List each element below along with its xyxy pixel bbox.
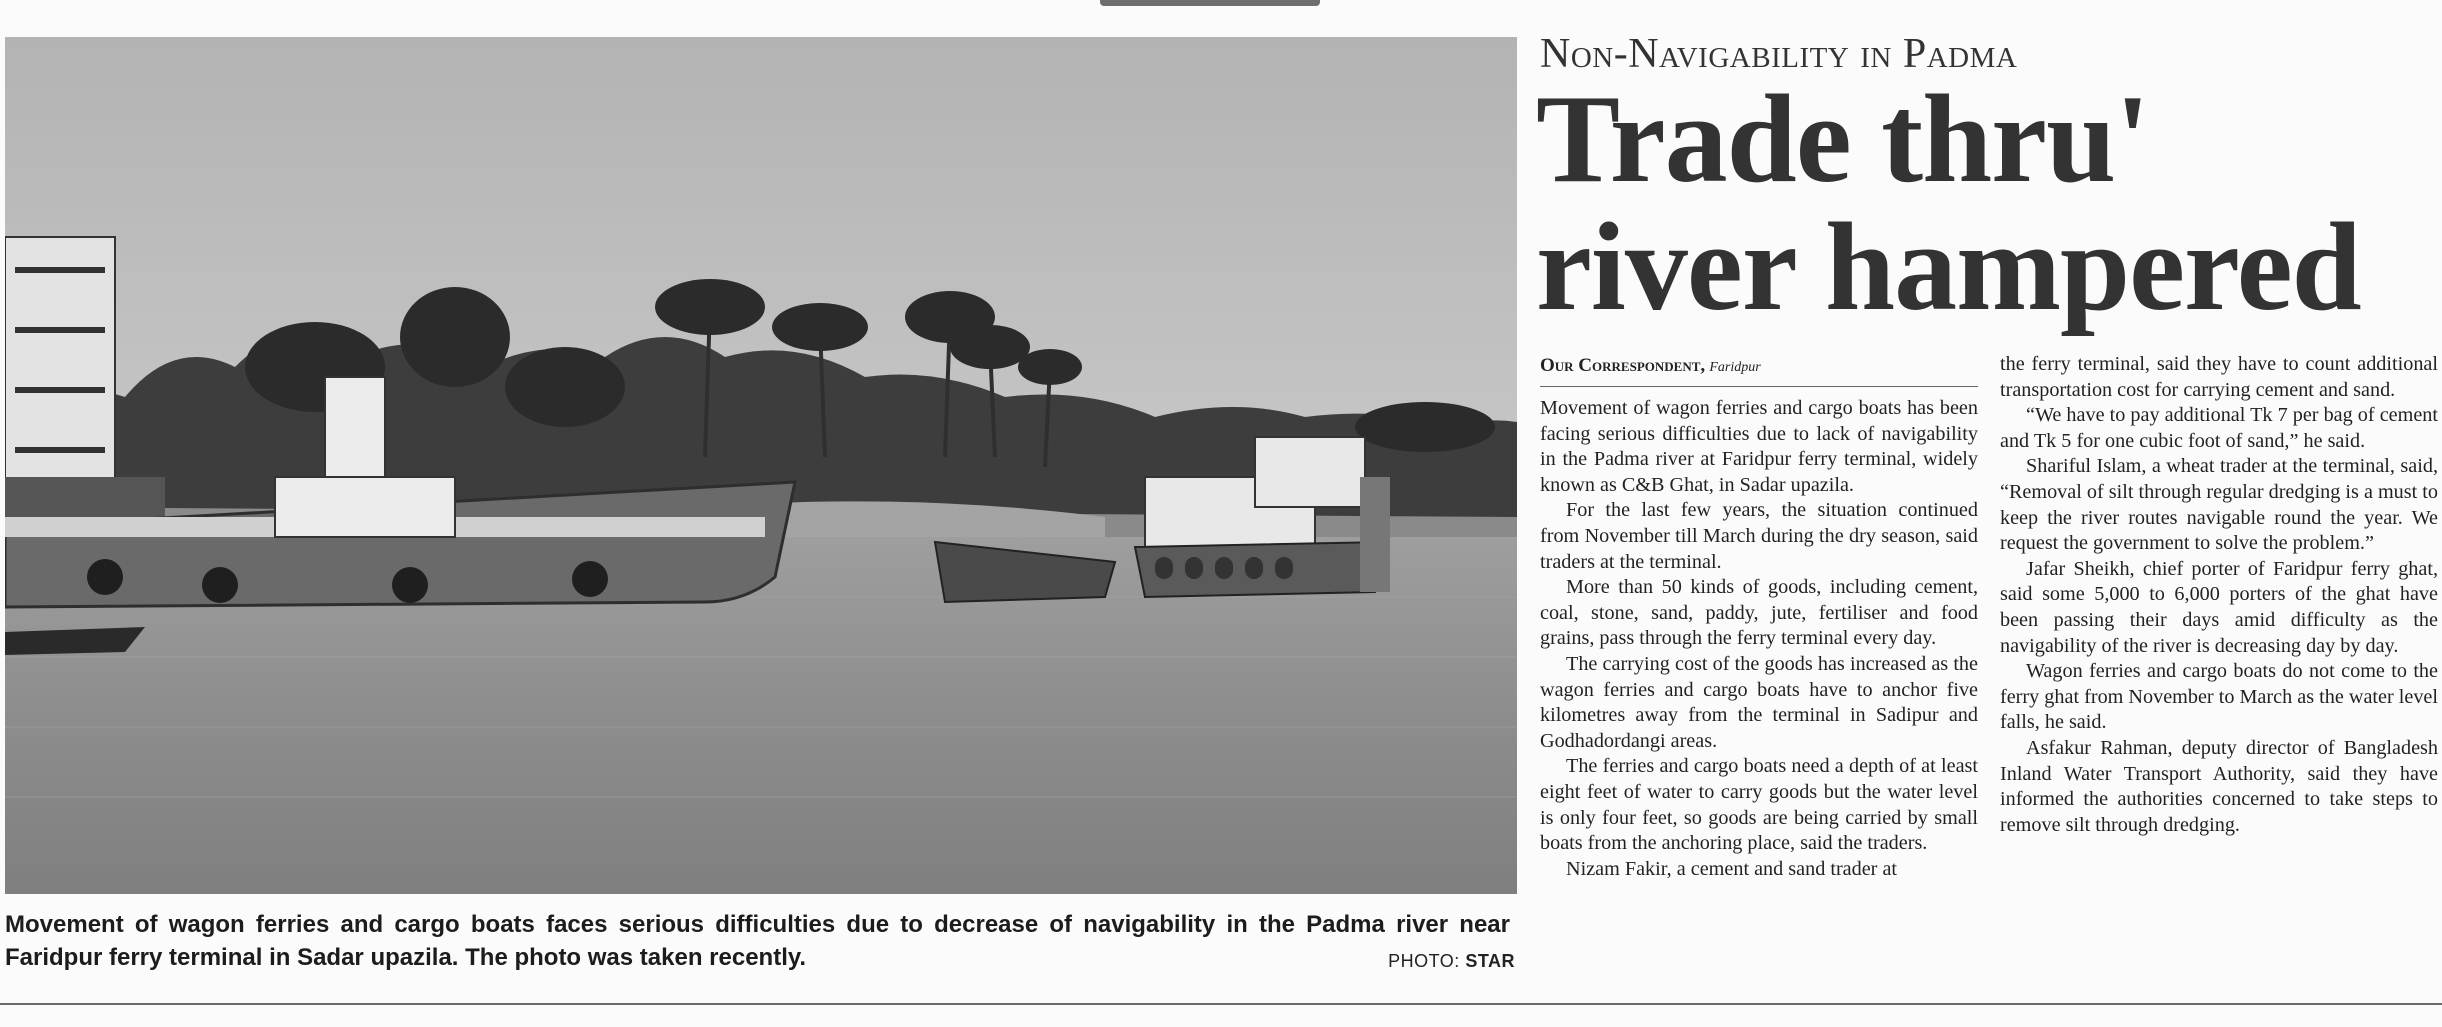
photo-credit-source: STAR bbox=[1465, 951, 1515, 971]
article-column-1 bbox=[1540, 396, 1978, 882]
paragraph: the ferry terminal, said they have to count additional transportation cost for carrying cement and sand. bbox=[2000, 353, 2438, 401]
byline-name: Our Correspondent, bbox=[1540, 355, 1706, 376]
bottom-rule bbox=[0, 1003, 2442, 1005]
paragraph: Wagon ferries and cargo boats do not come to the ferry ghat from November to March as the water level falls, he said. bbox=[2000, 660, 2438, 734]
article-column-2 bbox=[2000, 352, 2438, 838]
paragraph: Asfakur Rahman, deputy director of Bangladesh Inland Water Transport Authority, said they have informed the authorities concerned to take steps to remove silt through dredging. bbox=[2000, 736, 2438, 836]
cropped-section-header bbox=[1100, 0, 1320, 6]
headline: Trade thru' river hampered bbox=[1536, 70, 2361, 337]
headline-kicker: Non-Navigability in Padma bbox=[1540, 31, 2018, 77]
photo-credit-label: PHOTO: bbox=[1388, 951, 1460, 971]
paragraph: Shariful Islam, a wheat trader at the terminal, said, “Removal of silt through regular dredging is a must to keep the river routes navigable round the year. We request the government to solve the problem.” bbox=[2000, 455, 2438, 555]
photo-caption: Movement of wagon ferries and cargo boats faces serious difficulties due to decrease of navigability in the Padma river near Faridpur ferry terminal in Sadar upazila. The photo was taken recently. bbox=[5, 911, 1510, 971]
paragraph: The ferries and cargo boats need a depth of at least eight feet of water to carry goods but the water level is only four feet, so goods are being carried by small boats from the anchoring place, said the traders. bbox=[1540, 755, 1978, 855]
paragraph: Nizam Fakir, a cement and sand trader at bbox=[1566, 857, 1898, 880]
paragraph: Movement of wagon ferries and cargo boats has been facing serious difficulties due to lack of navigability in the Padma river at Faridpur ferry terminal, widely known as C&B Ghat, in Sadar upazila. bbox=[1540, 397, 1978, 496]
paragraph: “We have to pay additional Tk 7 per bag of cement and Tk 5 for one cubic foot of sand,” he said. bbox=[2000, 404, 2438, 452]
paragraph: More than 50 kinds of goods, including cement, coal, stone, sand, paddy, jute, fertiliser and food grains, pass through the ferry terminal every day. bbox=[1540, 576, 1978, 650]
byline bbox=[1540, 354, 1978, 387]
paragraph: The carrying cost of the goods has increased as the wagon ferries and cargo boats have to anchor five kilometres away from the terminal in Sadipur and Godhadordangi areas. bbox=[1540, 652, 1978, 752]
byline-location: Faridpur bbox=[1709, 360, 1761, 375]
paragraph: Jafar Sheikh, chief porter of Faridpur ferry ghat, said some 5,000 to 6,000 porters of the ghat have been passing their days amid difficulty as the navigability of the river is decreasing day by day. bbox=[2000, 557, 2438, 657]
paragraph: For the last few years, the situation continued from November till March during the dry season, said traders at the terminal. bbox=[1540, 499, 1978, 573]
river-ferries-photo bbox=[5, 37, 1517, 894]
news-photo bbox=[5, 37, 1517, 894]
photo-credit bbox=[1388, 951, 1515, 972]
